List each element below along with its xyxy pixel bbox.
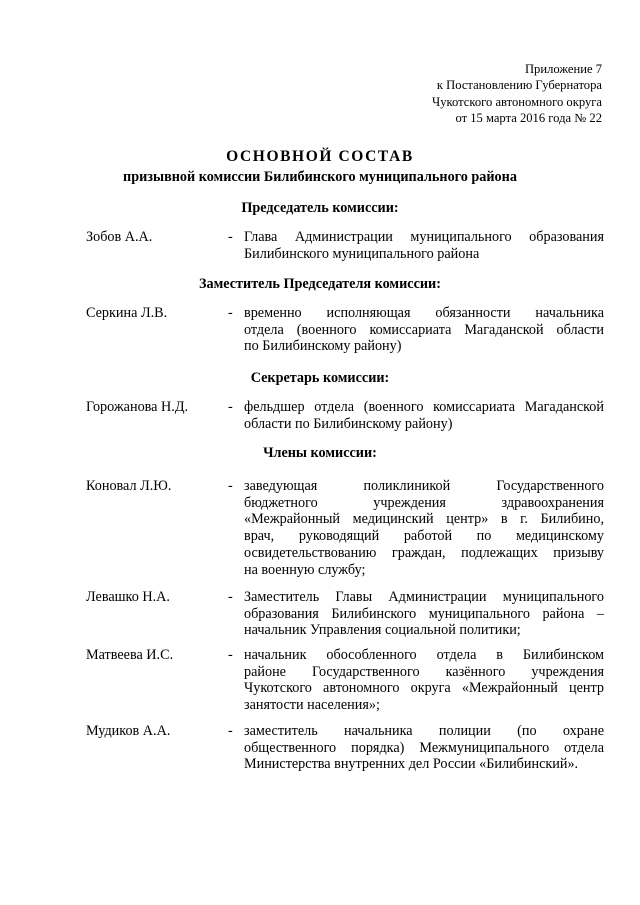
position-line: бюджетного учреждения здравоохранения [244, 494, 604, 511]
section-heading-chairman: Председатель комиссии: [241, 200, 399, 216]
member-name: Коновал Л.Ю. [86, 478, 172, 494]
position-line: начальник Управления социальной политики; [244, 622, 521, 639]
member-position [244, 647, 604, 714]
member-dash: - [228, 305, 233, 321]
member-position [244, 399, 604, 432]
position-line: заведующая поликлиникой Государственного [244, 478, 604, 494]
position-line: общественного порядка) Межмуниципального отдела [244, 739, 604, 756]
member-position [244, 305, 604, 355]
appendix-block [432, 61, 602, 126]
position-line: области по Билибинскому району) [244, 415, 453, 432]
position-line: отдела (военного комиссариата Магаданской области [244, 321, 604, 338]
member-dash: - [228, 647, 233, 663]
position-line: начальник обособленного отдела в Билибинском [244, 647, 604, 663]
position-line: Чукотского автономного округа «Межрайонный центр [244, 680, 604, 697]
document-subtitle: призывной комиссии Билибинского муниципального района [123, 169, 517, 185]
appendix-line: к Постановлению Губернатора [436, 78, 602, 93]
position-line: «Межрайонный медицинский центр» в г. Билибино, [244, 511, 604, 528]
position-line: фельдшер отдела (военного комиссариата Магаданской [244, 399, 604, 415]
member-dash: - [228, 399, 233, 415]
section-heading-secretary: Секретарь комиссии: [250, 370, 390, 386]
member-name: Горожанова Н.Д. [86, 399, 189, 415]
position-line: врач, руководящий работой по медицинскому [244, 528, 604, 545]
document-title: ОСНОВНОЙ СОСТАВ [226, 148, 414, 165]
position-line: районе Государственного казённого учреждения [244, 663, 604, 680]
position-line: на военную службу; [244, 561, 366, 578]
member-dash: - [228, 229, 233, 245]
position-line: занятости населения»; [244, 697, 380, 714]
position-line: Билибинского муниципального района [244, 245, 480, 262]
member-dash: - [228, 723, 233, 739]
position-line: временно исполняющая обязанности начальника [244, 305, 604, 321]
position-line: заместитель начальника полиции (по охране [244, 723, 604, 739]
position-line: Заместитель Главы Администрации муниципального [244, 589, 604, 605]
member-position [244, 723, 604, 773]
member-position [244, 229, 604, 262]
member-name: Зобов А.А. [86, 229, 153, 245]
member-name: Левашко Н.А. [86, 589, 170, 605]
position-line: образования Билибинского муниципального района – [244, 605, 604, 622]
position-line: Министерства внутренних дел России «Билибинский». [244, 756, 579, 773]
member-dash: - [228, 478, 233, 494]
member-position [244, 478, 604, 578]
member-name: Серкина Л.В. [86, 305, 168, 321]
section-heading-members: Члены комиссии: [263, 445, 377, 461]
position-line: по Билибинскому району) [244, 338, 402, 355]
position-line: освидетельствованию граждан, подлежащих призыву [244, 544, 604, 561]
appendix-line: Чукотского автономного округа [432, 94, 602, 109]
member-dash: - [228, 589, 233, 605]
appendix-line: от 15 марта 2016 года № 22 [455, 110, 602, 125]
member-name: Мудиков А.А. [86, 723, 171, 739]
appendix-line: Приложение 7 [524, 62, 602, 76]
member-name: Матвеева И.С. [86, 647, 174, 663]
section-heading-deputy: Заместитель Председателя комиссии: [199, 276, 441, 292]
member-position [244, 589, 604, 639]
position-line: Глава Администрации муниципального образования [244, 229, 604, 245]
